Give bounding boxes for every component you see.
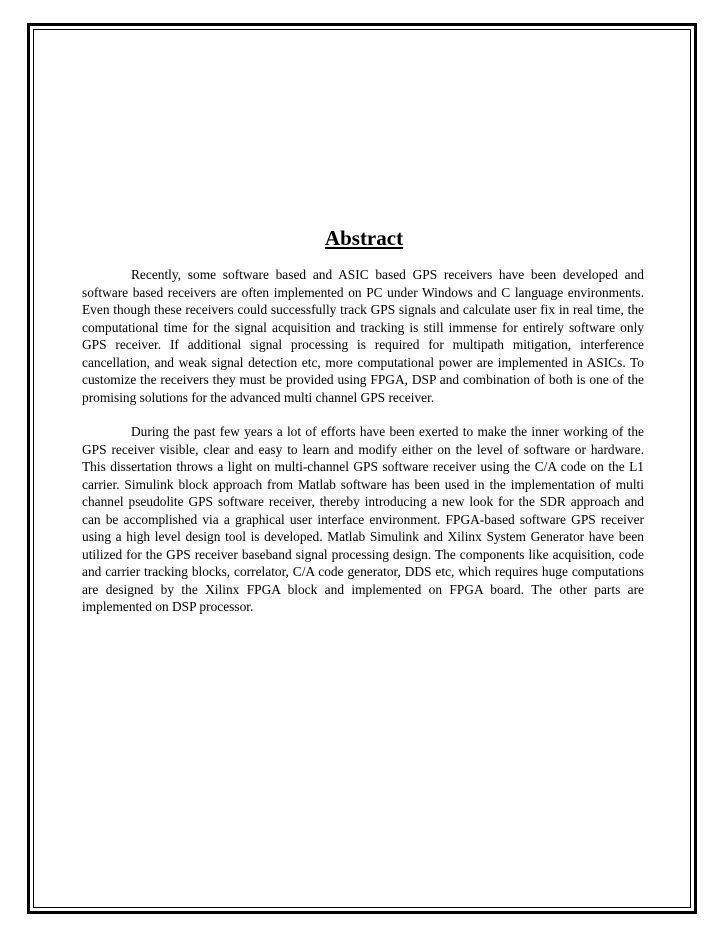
abstract-heading: Abstract bbox=[324, 226, 404, 250]
abstract-body bbox=[82, 266, 644, 616]
abstract-paragraph-2: During the past few years a lot of efforts have been exerted to make the inner working of the GPS receiver visible, clear and easy to learn and modify either on the level of software or hardware. This dissertation throws a light on multi-channel GPS software receiver using the C/A code on the L1 carrier. Simulink block approach from Matlab software has been used in the implementation of multi channel pseudolite GPS software receiver, thereby introducing a new look for the SDR approach and can be accomplished via a graphical user interface environment. FPGA-based software GPS receiver using a high level design tool is developed. Matlab Simulink and Xilinx System Generator have been utilized for the GPS receiver baseband signal processing design. The components like acquisition, code and carrier tracking blocks, correlator, C/A code generator, DDS etc, which requires huge computations are designed by the Xilinx FPGA block and implemented on FPGA board. The other parts are implemented on DSP processor. bbox=[82, 424, 644, 614]
abstract-paragraph-1: Recently, some software based and ASIC based GPS receivers have been developed and software based receivers are often implemented on PC under Windows and C language environments. Even though these receivers could successfully track GPS signals and calculate user fix in real time, the computational time for the signal acquisition and tracking is still immense for entirely software only GPS receiver. If additional signal processing is required for multipath mitigation, interference cancellation, and weak signal detection etc, more computational power are implemented in ASICs. To customize the receivers they must be provided using FPGA, DSP and combination of both is one of the promising solutions for the advanced multi channel GPS receiver. bbox=[82, 267, 644, 405]
